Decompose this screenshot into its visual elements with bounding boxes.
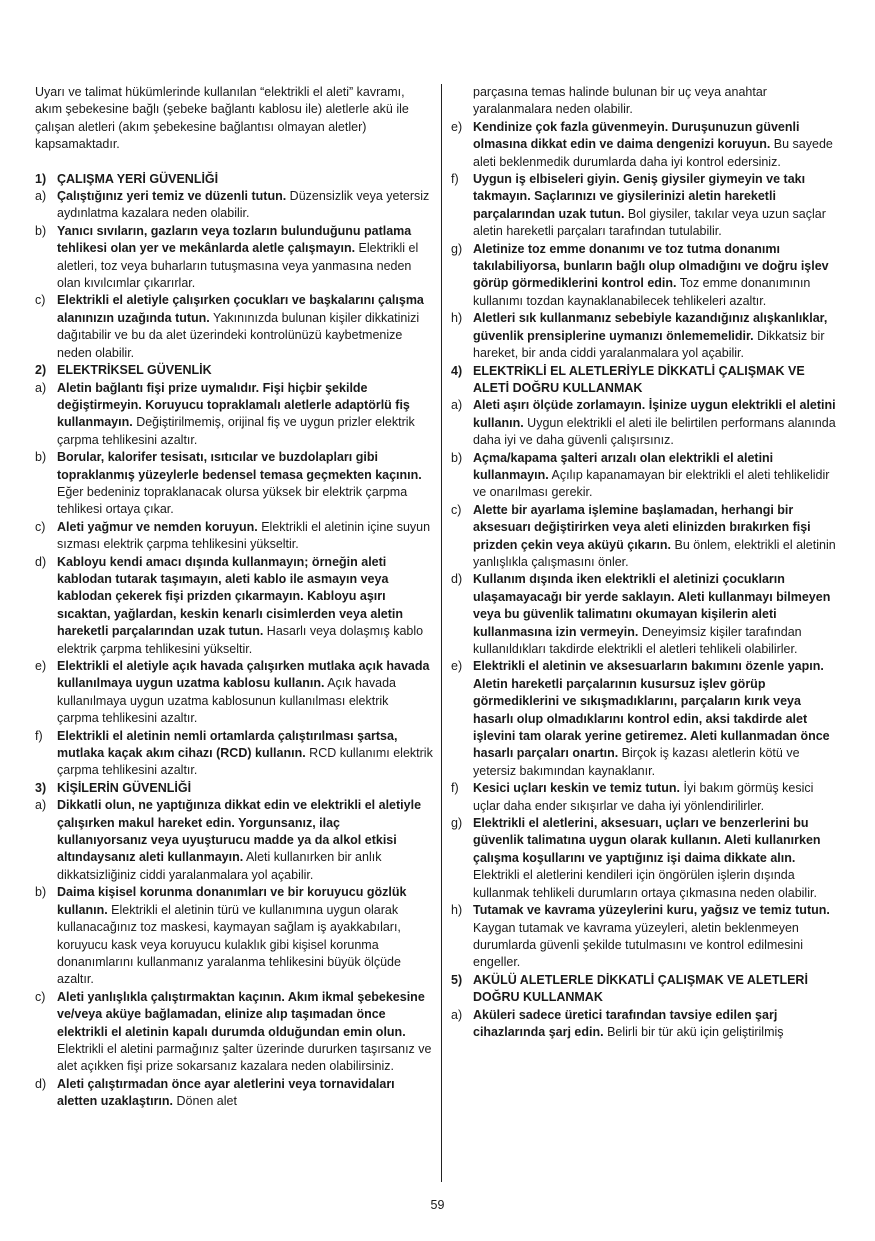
- list-item: b) Açma/kapama şalteri arızalı olan elektrikli el aletini kullanmayın. Açılıp kapanamayan bir elektrikli el aleti tehlikelidir ve onarılması gerekir.: [451, 450, 830, 500]
- section-heading-4: 4) ELEKTRİKLİ EL ALETLERİYLE DİKKATLİ ÇALIŞMAK VE ALETİ DOĞRU KULLANMAK: [451, 363, 805, 395]
- list-item: e) Elektrikli el aletiyle açık havada çalışırken mutlaka açık havada kullanılmaya uygun uzatma kablosu kullanın. Açık havada kullanılmaya uygun uzatma kablosunun kullanılması elektrik çarpma tehlikesini azaltır.: [35, 659, 430, 726]
- list-item: f) Elektrikli el aletinin nemli ortamlarda çalıştırılması şartsa, mutlaka kaçak akım cihazı (RCD) kullanın. RCD kullanımı elektrik çarpma tehlikesini azaltır.: [35, 728, 433, 778]
- list-item: a) Aletin bağlantı fişi prize uymalıdır. Fişi hiçbir şekilde değiştirmeyin. Koruyucu topraklamalı aletlerle adaptörlü fiş kullanmayın. Değiştirilmemiş, orijinal fiş ve uygun prizler elektrik çarpma tehlikesini azaltır.: [35, 380, 415, 447]
- list-item: d) Kullanım dışında iken elektrikli el aletinizi çocukların ulaşamayacağı bir yerde saklayın. Aleti kullanmayı bilmeyen veya bu güvenlik talimatını okumayan kişilerin aleti kullanmasına izin vermeyin. Deneyimsiz kişiler tarafından kullanıldıkları takdirde elektrikli el aletleri tehlikeli olabilirler.: [451, 572, 831, 656]
- intro-paragraph: Uyarı ve talimat hükümlerinde kullanılan “elektrikli el aleti” kavramı, akım şebekesine bağlı (şebeke bağlantı kablosu ile) aletlerle akü ile çalışan aletleri (akım şebekesine bağlantısı olmayan aletler) kapsamaktadır.: [35, 85, 409, 152]
- list-item: e) Elektrikli el aletinin ve aksesuarların bakımını özenle yapın. Aletin hareketli parçalarının kusursuz işlev görüp görmediklerini ve sıkışmadıklarını, parçaların kırık veya hasarlı olup olmadıklarını kontrol edin, aksi takdirde alet işlevini tam olarak yerine getiremez. Aleti kullanmadan önce hasarlı parçaları onartın. Birçok iş kazası aletlerin kötü ve yetersiz bakımından kaynaklanır.: [451, 659, 830, 778]
- list-item: h) Tutamak ve kavrama yüzeylerini kuru, yağsız ve temiz tutun. Kaygan tutamak ve kavrama yüzeyleri, aletin beklenmeyen durumlarda güvenli şekilde tutulmasını ve kontrol edilmesini engeller.: [451, 903, 830, 970]
- list-item: c) Alette bir ayarlama işlemine başlamadan, herhangi bir aksesuarı değiştirirken veya aleti elinizden bırakırken fişi prizden çekin veya aküyü çıkarın. Bu önlem, elektrikli el aletinin yanlışlıkla çalışmasını önler.: [451, 502, 836, 569]
- list-item: a) Dikkatli olun, ne yaptığınıza dikkat edin ve elektrikli el aletiyle çalışırken makul hareket edin. Yorgunsanız, ilaç kullanıyorsanız veya uyuşturucu madde ya da alkol etkisi altındaysanız aleti kullanmayın. Aleti kullanırken bir anlık dikkatsizliğiniz ciddi yaralanmalara yol açabilir.: [35, 798, 422, 882]
- list-item: h) Aletleri sık kullanmanız sebebiyle kazandığınız alışkanlıklar, güvenlik prensiplerine uymanızı önlememelidir. Dikkatsiz bir hareket, bir anda ciddi yaralanmalara yol açabilir.: [451, 311, 828, 361]
- list-item: e) Kendinize çok fazla güvenmeyin. Duruşunuzun güvenli olmasına dikkat edin ve daima dengenizi koruyun. Bu sayede aleti beklenmedik durumlarda daha iyi kontrol edersiniz.: [451, 119, 833, 169]
- section-heading-1: 1) ÇALIŞMA YERİ GÜVENLİĞİ: [35, 171, 219, 186]
- section-heading-2: 2) ELEKTRİKSEL GÜVENLİK: [35, 363, 212, 378]
- list-item: a) Aküleri sadece üretici tarafından tavsiye edilen şarj cihazlarında şarj edin. Belirli bir tür akü için geliştirilmiş: [451, 1007, 784, 1039]
- list-item: g) Elektrikli el aletlerini, aksesuarı, uçları ve benzerlerini bu güvenlik talimatına uygun olarak kullanın. Aleti kullanırken çalışma koşullarını ve yaptığınız işi daima dikkate alın. Elektrikli el aletlerini kendileri için öngörülen işlerin dışında kullanmak tehlikeli durumların ortaya çıkmasına neden olabilir.: [451, 816, 821, 900]
- list-item: g) Aletinize toz emme donanımı ve toz tutma donanımı takılabiliyorsa, bunların bağlı olup olmadığını ve doğru işlev görüp görmediklerini kontrol edin. Toz emme donanımının kullanımı tozdan kaynaklanabilecek tehlikeleri azaltır.: [451, 241, 829, 308]
- list-item: f) Uygun iş elbiseleri giyin. Geniş giysiler giymeyin ve takı takmayın. Saçlarınızı ve giysilerinizi aletin hareketli parçalarından uzak tutun. Bol giysiler, takılar veya uzun saçlar aletin hareketli parçaları tarafından tutulabilir.: [451, 172, 826, 239]
- right-column: [451, 84, 843, 1041]
- list-item: a) Aleti aşırı ölçüde zorlamayın. İşinize uygun elektrikli el aletini kullanın. Uygun elektrikli el aleti ile belirtilen performans alanında daha iyi ve daha güvenli çalışırsınız.: [451, 398, 836, 448]
- page-number: 59: [430, 1198, 445, 1212]
- list-item: c) Aleti yağmur ve nemden koruyun. Elektrikli el aletinin içine suyun sızması elektrik çarpma tehlikesini yükseltir.: [35, 519, 431, 552]
- left-column: [35, 84, 433, 1111]
- section-heading-3: 3) KİŞİLERİN GÜVENLİĞİ: [35, 780, 192, 795]
- list-item: b) Yanıcı sıvıların, gazların veya tozların bulunduğunu patlama tehlikesi olan yer ve mekânlarda aletle çalışmayın. Elektrikli el aletleri, toz veya buharların tutuşmasına veya yanmasına neden olan kıvılcımlar çıkarırlar.: [35, 223, 419, 291]
- list-item: c) Aleti yanlışlıkla çalıştırmaktan kaçının. Akım ikmal şebekesine ve/veya aküye bağlamadan, elinize alıp taşımadan önce elektrikli el aletinin kapalı durumda olduğundan emin olun. Elektrikli el aletini parmağınız şalter üzerinde dururken taşırsanız ve alet açıkken fişi prize sokarsanız kazalara neden olabilirsiniz.: [35, 989, 432, 1074]
- column-divider: [441, 84, 442, 1182]
- list-item: a) Çalıştığınız yeri temiz ve düzenli tutun. Düzensizlik veya yetersiz aydınlatma kazalara neden olabilir.: [35, 189, 430, 221]
- list-item: b) Daima kişisel korunma donanımları ve bir koruyucu gözlük kullanın. Elektrikli el aletinin türü ve kullanımına uygun olarak kullanacağınız toz maskesi, kaymayan sağlam iş ayakkabıları, koruyucu kask veya koruyucu kulaklık gibi kişisel korunma donanımlarını kullanmanız yaralanma tehlikesini büyük ölçüde azaltır.: [35, 885, 407, 987]
- list-item: d) Kabloyu kendi amacı dışında kullanmayın; örneğin aleti kablodan tutarak taşımayın, aleti kablo ile asmayın veya kablodan çekerek fişi prizden çıkarmayın. Kabloyu aşırı sıcaktan, yağlardan, keskin kenarlı cisimlerden veya aletin hareketli parçalarından uzak tutun. Hasarlı veya dolaşmış kablo elektrik çarpma tehlikesini yükseltir.: [35, 554, 424, 656]
- section-heading-5: 5) AKÜLÜ ALETLERLE DİKKATLİ ÇALIŞMAK VE ALETLERİ DOĞRU KULLANMAK: [451, 972, 808, 1005]
- list-item: d) Aleti çalıştırmadan önce ayar aletlerini veya tornavidaları aletten uzaklaştırın. Dönen alet: [35, 1076, 395, 1109]
- continued-text: parçasına temas halinde bulunan bir uç veya anahtar yaralanmalara neden olabilir.: [473, 85, 767, 117]
- list-item: c) Elektrikli el aletiyle çalışırken çocukları ve başkalarını çalışma alanınızın uzağında tutun. Yakınınızda bulunan kişiler dikkatinizi dağıtabilir ve bu da alet üzerindeki kontrolünüzü kaybetmenize neden olabilir.: [35, 293, 424, 360]
- list-item: f) Kesici uçları keskin ve temiz tutun. İyi bakım görmüş kesici uçlar daha ender sıkışırlar ve daha iyi yönlendirilirler.: [451, 781, 814, 813]
- list-item: b) Borular, kalorifer tesisatı, ısıtıcılar ve buzdolapları gibi topraklanmış yüzeylerle bedensel temasa geçmekten kaçının. Eğer bedeniniz topraklanacak olursa yüksek bir elektrik çarpma tehlikesi ortaya çıkar.: [35, 450, 422, 517]
